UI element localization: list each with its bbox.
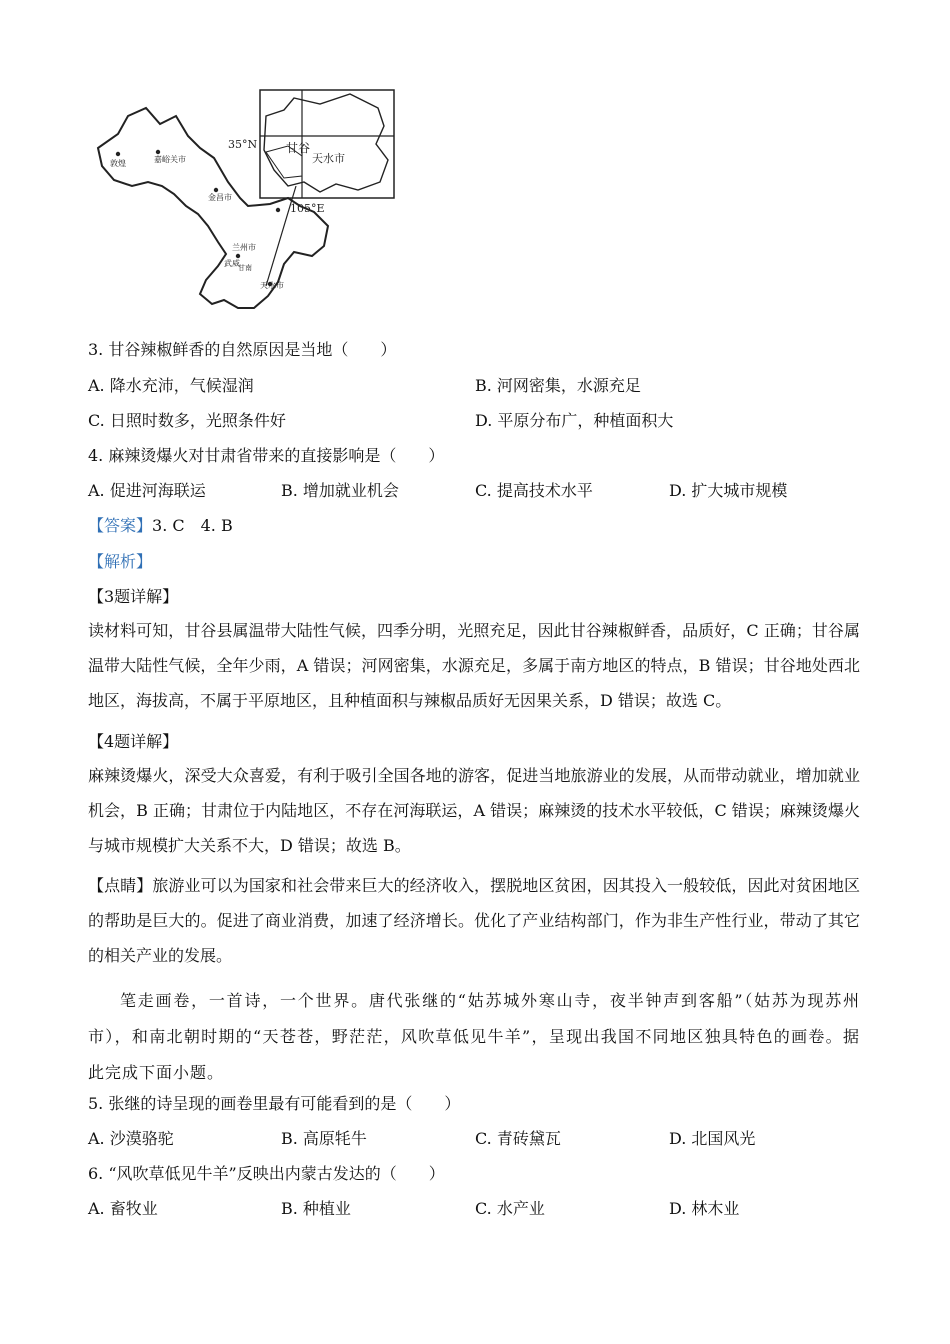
map-inset-tianshui: 天水市 bbox=[312, 152, 345, 165]
q3-option-a: A. 降水充沛，气候湿润 bbox=[88, 376, 254, 395]
gansu-map-figure bbox=[88, 86, 408, 318]
tip-text: 旅游业可以为国家和社会带来巨大的经济收入，摆脱地区贫困，因其投入一般较低，因此对贫困地区的帮助是巨大的。促进了商业消费，加速了经济增长。优化了产业结构部门，作为非生产性行业，带动了其它的相关产业的发展。 bbox=[88, 876, 860, 965]
q5-stem: 5. 张继的诗呈现的画卷里最有可能看到的是（ ） bbox=[88, 1094, 461, 1113]
q6-option-a: A. 畜牧业 bbox=[88, 1199, 158, 1218]
inset-region bbox=[264, 94, 388, 192]
map-label-lanzhou: 兰州市 bbox=[232, 243, 256, 252]
map-lon-label: 105°E bbox=[290, 202, 325, 215]
q6-option-c: C. 水产业 bbox=[475, 1199, 545, 1218]
answer-text: 3. C 4. B bbox=[152, 516, 233, 535]
tip-tag: 【点睛】 bbox=[88, 876, 153, 895]
q3-option-c: C. 日照时数多，光照条件好 bbox=[88, 411, 286, 430]
q6-option-d: D. 林木业 bbox=[669, 1199, 740, 1218]
detail3-text: 读材料可知，甘谷县属温带大陆性气候，四季分明，光照充足，因此甘谷辣椒鲜香，品质好，C 正确；甘谷属温带大陆性气候，全年少雨，A 错误；河网密集，水源充足，多属于南方地区的特点，B 错误；甘谷地处西北地区，海拔高，不属于平原地区，且种植面积与辣椒品质好无因果关系，D 错误；故选 C。 bbox=[88, 621, 860, 710]
map-label-tianshui: 天水市 bbox=[260, 281, 284, 290]
q5-option-a: A. 沙漠骆驼 bbox=[88, 1129, 174, 1148]
q6-stem: 6. “风吹草低见牛羊”反映出内蒙古发达的（ ） bbox=[88, 1164, 445, 1183]
q3-option-b: B. 河网密集，水源充足 bbox=[475, 376, 641, 395]
tip-paragraph bbox=[88, 868, 860, 973]
answer-line bbox=[88, 515, 860, 537]
detail4-heading: 【4题详解】 bbox=[88, 732, 179, 751]
map-inset-ganggu: 甘谷 bbox=[286, 141, 311, 155]
q4-option-b: B. 增加就业机会 bbox=[281, 481, 399, 500]
detail4-text: 麻辣烫爆火，深受大众喜爱，有利于吸引全国各地的游客，促进当地旅游业的发展，从而带动就业，增加就业机会，B 正确；甘肃位于内陆地区，不存在河海联运，A 错误；麻辣烫的技术水平较低，C 错误；麻辣烫爆火与城市规模扩大关系不大，D 错误；故选 B。 bbox=[88, 766, 860, 855]
q6-option-b: B. 种植业 bbox=[281, 1199, 351, 1218]
q5-option-c: C. 青砖黛瓦 bbox=[475, 1129, 561, 1148]
map-lat-label: 35°N bbox=[228, 138, 258, 151]
q5-option-b: B. 高原牦牛 bbox=[281, 1129, 367, 1148]
map-label-gannan: 甘南 bbox=[238, 264, 252, 272]
q3-option-d: D. 平原分布广，种植面积大 bbox=[475, 411, 674, 430]
map-label-jiayuguan: 嘉峪关市 bbox=[154, 155, 186, 164]
detail3-heading: 【3题详解】 bbox=[88, 587, 179, 606]
gansu-map-svg bbox=[88, 86, 408, 318]
q4-option-a: A. 促进河海联运 bbox=[88, 481, 206, 500]
map-label-wuwei: 武威 bbox=[224, 259, 240, 268]
q4-stem: 4. 麻辣烫爆火对甘肃省带来的直接影响是（ ） bbox=[88, 446, 445, 465]
map-label-dunhuang: 敦煌 bbox=[110, 159, 126, 168]
material-paragraph: 笔走画卷，一首诗，一个世界。唐代张继的“姑苏城外寒山寺，夜半钟声到客船”（姑苏为现苏州市），和南北朝时期的“天苍苍，野茫茫，风吹草低见牛羊”，呈现出我国不同地区独具特色的画卷。据此完成下面小题。 bbox=[88, 991, 860, 1082]
q3-stem: 3. 甘谷辣椒鲜香的自然原因是当地（ ） bbox=[88, 340, 397, 359]
analysis-tag: 【解析】 bbox=[88, 552, 153, 571]
map-label-jinchang: 金昌市 bbox=[208, 193, 232, 202]
q4-option-c: C. 提高技术水平 bbox=[475, 481, 593, 500]
q5-option-d: D. 北国风光 bbox=[669, 1129, 756, 1148]
q4-option-d: D. 扩大城市规模 bbox=[669, 481, 788, 500]
answer-tag: 【答案】 bbox=[88, 516, 153, 535]
